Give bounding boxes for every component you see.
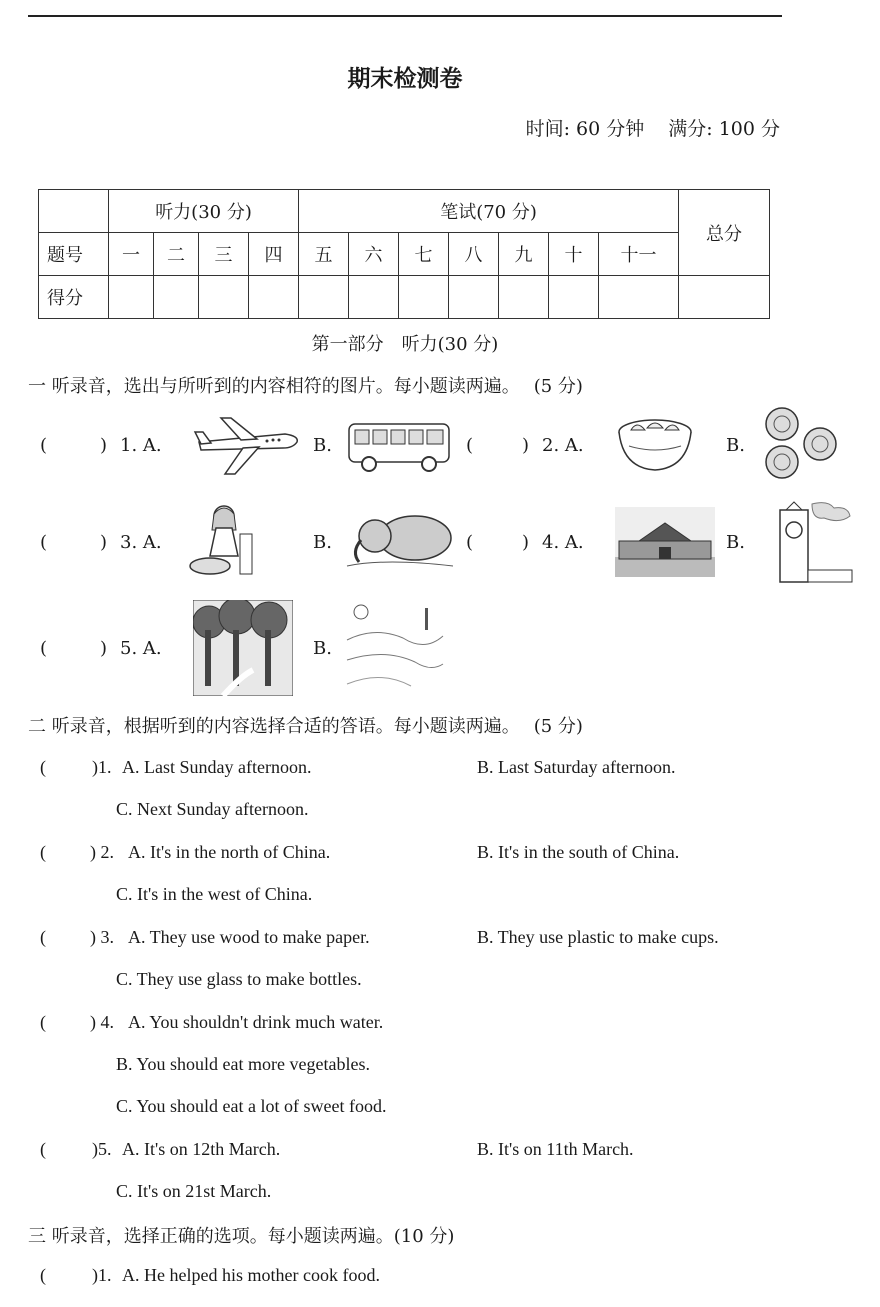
- writing-header: 笔试(70 分): [299, 190, 679, 233]
- option-a: A. It's in the north of China.: [128, 842, 331, 862]
- table-cell: 六: [349, 233, 399, 276]
- airplane-icon[interactable]: [193, 412, 301, 476]
- score-cell[interactable]: [199, 276, 249, 319]
- question-label: 5. A.: [120, 638, 162, 659]
- option-b: B. They use plastic to make cups.: [477, 927, 719, 947]
- answer-blank[interactable]: (: [40, 757, 46, 777]
- section-two-points: (5 分): [533, 716, 583, 737]
- score-cell[interactable]: [154, 276, 199, 319]
- question-label: 1. A.: [120, 435, 162, 456]
- section-two-title: [28, 712, 583, 738]
- section-one-points: (5 分): [533, 376, 583, 397]
- score-table: [38, 189, 770, 319]
- option-a: A. You shouldn't drink much water.: [128, 1012, 384, 1032]
- question-label: 3. A.: [120, 532, 162, 553]
- score-cell[interactable]: [299, 276, 349, 319]
- option-c: C. Next Sunday afternoon.: [116, 799, 309, 819]
- full-score: 满分: 100 分: [668, 118, 780, 140]
- answer-paren-close: ): [100, 532, 108, 553]
- question-number: )1.: [92, 1265, 112, 1285]
- answer-blank[interactable]: (: [40, 927, 46, 947]
- page-title: 期末检测卷: [347, 65, 463, 92]
- answer-paren-open: (: [40, 638, 48, 659]
- score-cell[interactable]: [599, 276, 679, 319]
- exam-meta: [502, 114, 780, 141]
- question-number: ) 4.: [90, 1012, 114, 1032]
- answer-paren-open: (: [466, 532, 474, 553]
- big-ben-icon[interactable]: [772, 500, 854, 584]
- option-b: B. Last Saturday afternoon.: [477, 757, 676, 777]
- option-c: C. They use glass to make bottles.: [116, 969, 362, 989]
- question-label: 4. A.: [542, 532, 584, 553]
- score-cell[interactable]: [249, 276, 299, 319]
- question-number: ) 2.: [90, 842, 114, 862]
- option-b-label: B.: [726, 532, 745, 553]
- forest-icon[interactable]: [193, 600, 293, 696]
- section-one-text: 一 听录音，选出与所听到的内容相符的图片。每小题读两遍。: [28, 376, 520, 397]
- score-cell[interactable]: [449, 276, 499, 319]
- total-score-cell[interactable]: [679, 276, 770, 319]
- girl-washing-icon[interactable]: [188, 500, 258, 580]
- option-c: C. You should eat a lot of sweet food.: [116, 1096, 387, 1116]
- table-cell: 二: [154, 233, 199, 276]
- dumplings-icon[interactable]: [615, 410, 695, 476]
- option-b-label: B.: [313, 435, 332, 456]
- option-b-label: B.: [726, 435, 745, 456]
- score-cell[interactable]: [499, 276, 549, 319]
- score-cell[interactable]: [399, 276, 449, 319]
- elephant-icon[interactable]: [345, 508, 457, 572]
- option-b-label: B.: [313, 638, 332, 659]
- beach-icon[interactable]: [345, 600, 445, 696]
- table-cell: 三: [199, 233, 249, 276]
- answer-paren-open: (: [40, 435, 48, 456]
- table-cell: 十一: [599, 233, 679, 276]
- answer-paren-open: (: [466, 435, 474, 456]
- section-two-text: 二 听录音，根据听到的内容选择合适的答语。每小题读两遍。: [28, 716, 520, 737]
- question-number: ) 3.: [90, 927, 114, 947]
- question-label: 2. A.: [542, 435, 584, 456]
- time-limit: 时间: 60 分钟: [525, 118, 645, 140]
- listening-header: 听力(30 分): [109, 190, 299, 233]
- answer-paren-close: ): [100, 638, 108, 659]
- option-b: B. It's on 11th March.: [477, 1139, 634, 1159]
- option-b-label: B.: [313, 532, 332, 553]
- score-cell[interactable]: [549, 276, 599, 319]
- score-cell[interactable]: [349, 276, 399, 319]
- part-one-heading: 第一部分 听力(30 分): [311, 334, 499, 355]
- table-cell: 五: [299, 233, 349, 276]
- option-a: A. They use wood to make paper.: [128, 927, 370, 947]
- question-number-label: 题号: [39, 233, 109, 276]
- option-a: A. Last Sunday afternoon.: [122, 757, 312, 777]
- section-one-title: [28, 372, 583, 398]
- answer-blank[interactable]: (: [40, 1139, 46, 1159]
- total-header: 总分: [679, 190, 770, 276]
- option-b: B. It's in the south of China.: [477, 842, 680, 862]
- answer-paren-close: ): [100, 435, 108, 456]
- answer-blank[interactable]: (: [40, 842, 46, 862]
- mooncakes-icon[interactable]: [760, 404, 844, 482]
- score-label: 得分: [39, 276, 109, 319]
- question-number: )1.: [92, 757, 112, 777]
- table-cell: 八: [449, 233, 499, 276]
- option-c: C. It's on 21st March.: [116, 1181, 272, 1201]
- section-three-title: 三 听录音，选择正确的选项。每小题读两遍。(10 分): [28, 1226, 455, 1247]
- question-number: )5.: [92, 1139, 112, 1159]
- answer-paren-close: ): [522, 532, 530, 553]
- table-cell: 一: [109, 233, 154, 276]
- score-cell[interactable]: [109, 276, 154, 319]
- answer-blank[interactable]: (: [40, 1012, 46, 1032]
- option-a: A. He helped his mother cook food.: [122, 1265, 380, 1285]
- answer-paren-open: (: [40, 532, 48, 553]
- option-b: B. You should eat more vegetables.: [116, 1054, 370, 1074]
- answer-blank[interactable]: (: [40, 1265, 46, 1285]
- table-cell: 七: [399, 233, 449, 276]
- answer-paren-close: ): [522, 435, 530, 456]
- option-c: C. It's in the west of China.: [116, 884, 313, 904]
- table-cell: 四: [249, 233, 299, 276]
- bus-icon[interactable]: [345, 418, 453, 474]
- table-cell: 十: [549, 233, 599, 276]
- table-cell: 九: [499, 233, 549, 276]
- tiananmen-icon[interactable]: [615, 507, 715, 577]
- option-a: A. It's on 12th March.: [122, 1139, 281, 1159]
- top-rule: [28, 15, 782, 17]
- table-corner: [39, 190, 109, 233]
